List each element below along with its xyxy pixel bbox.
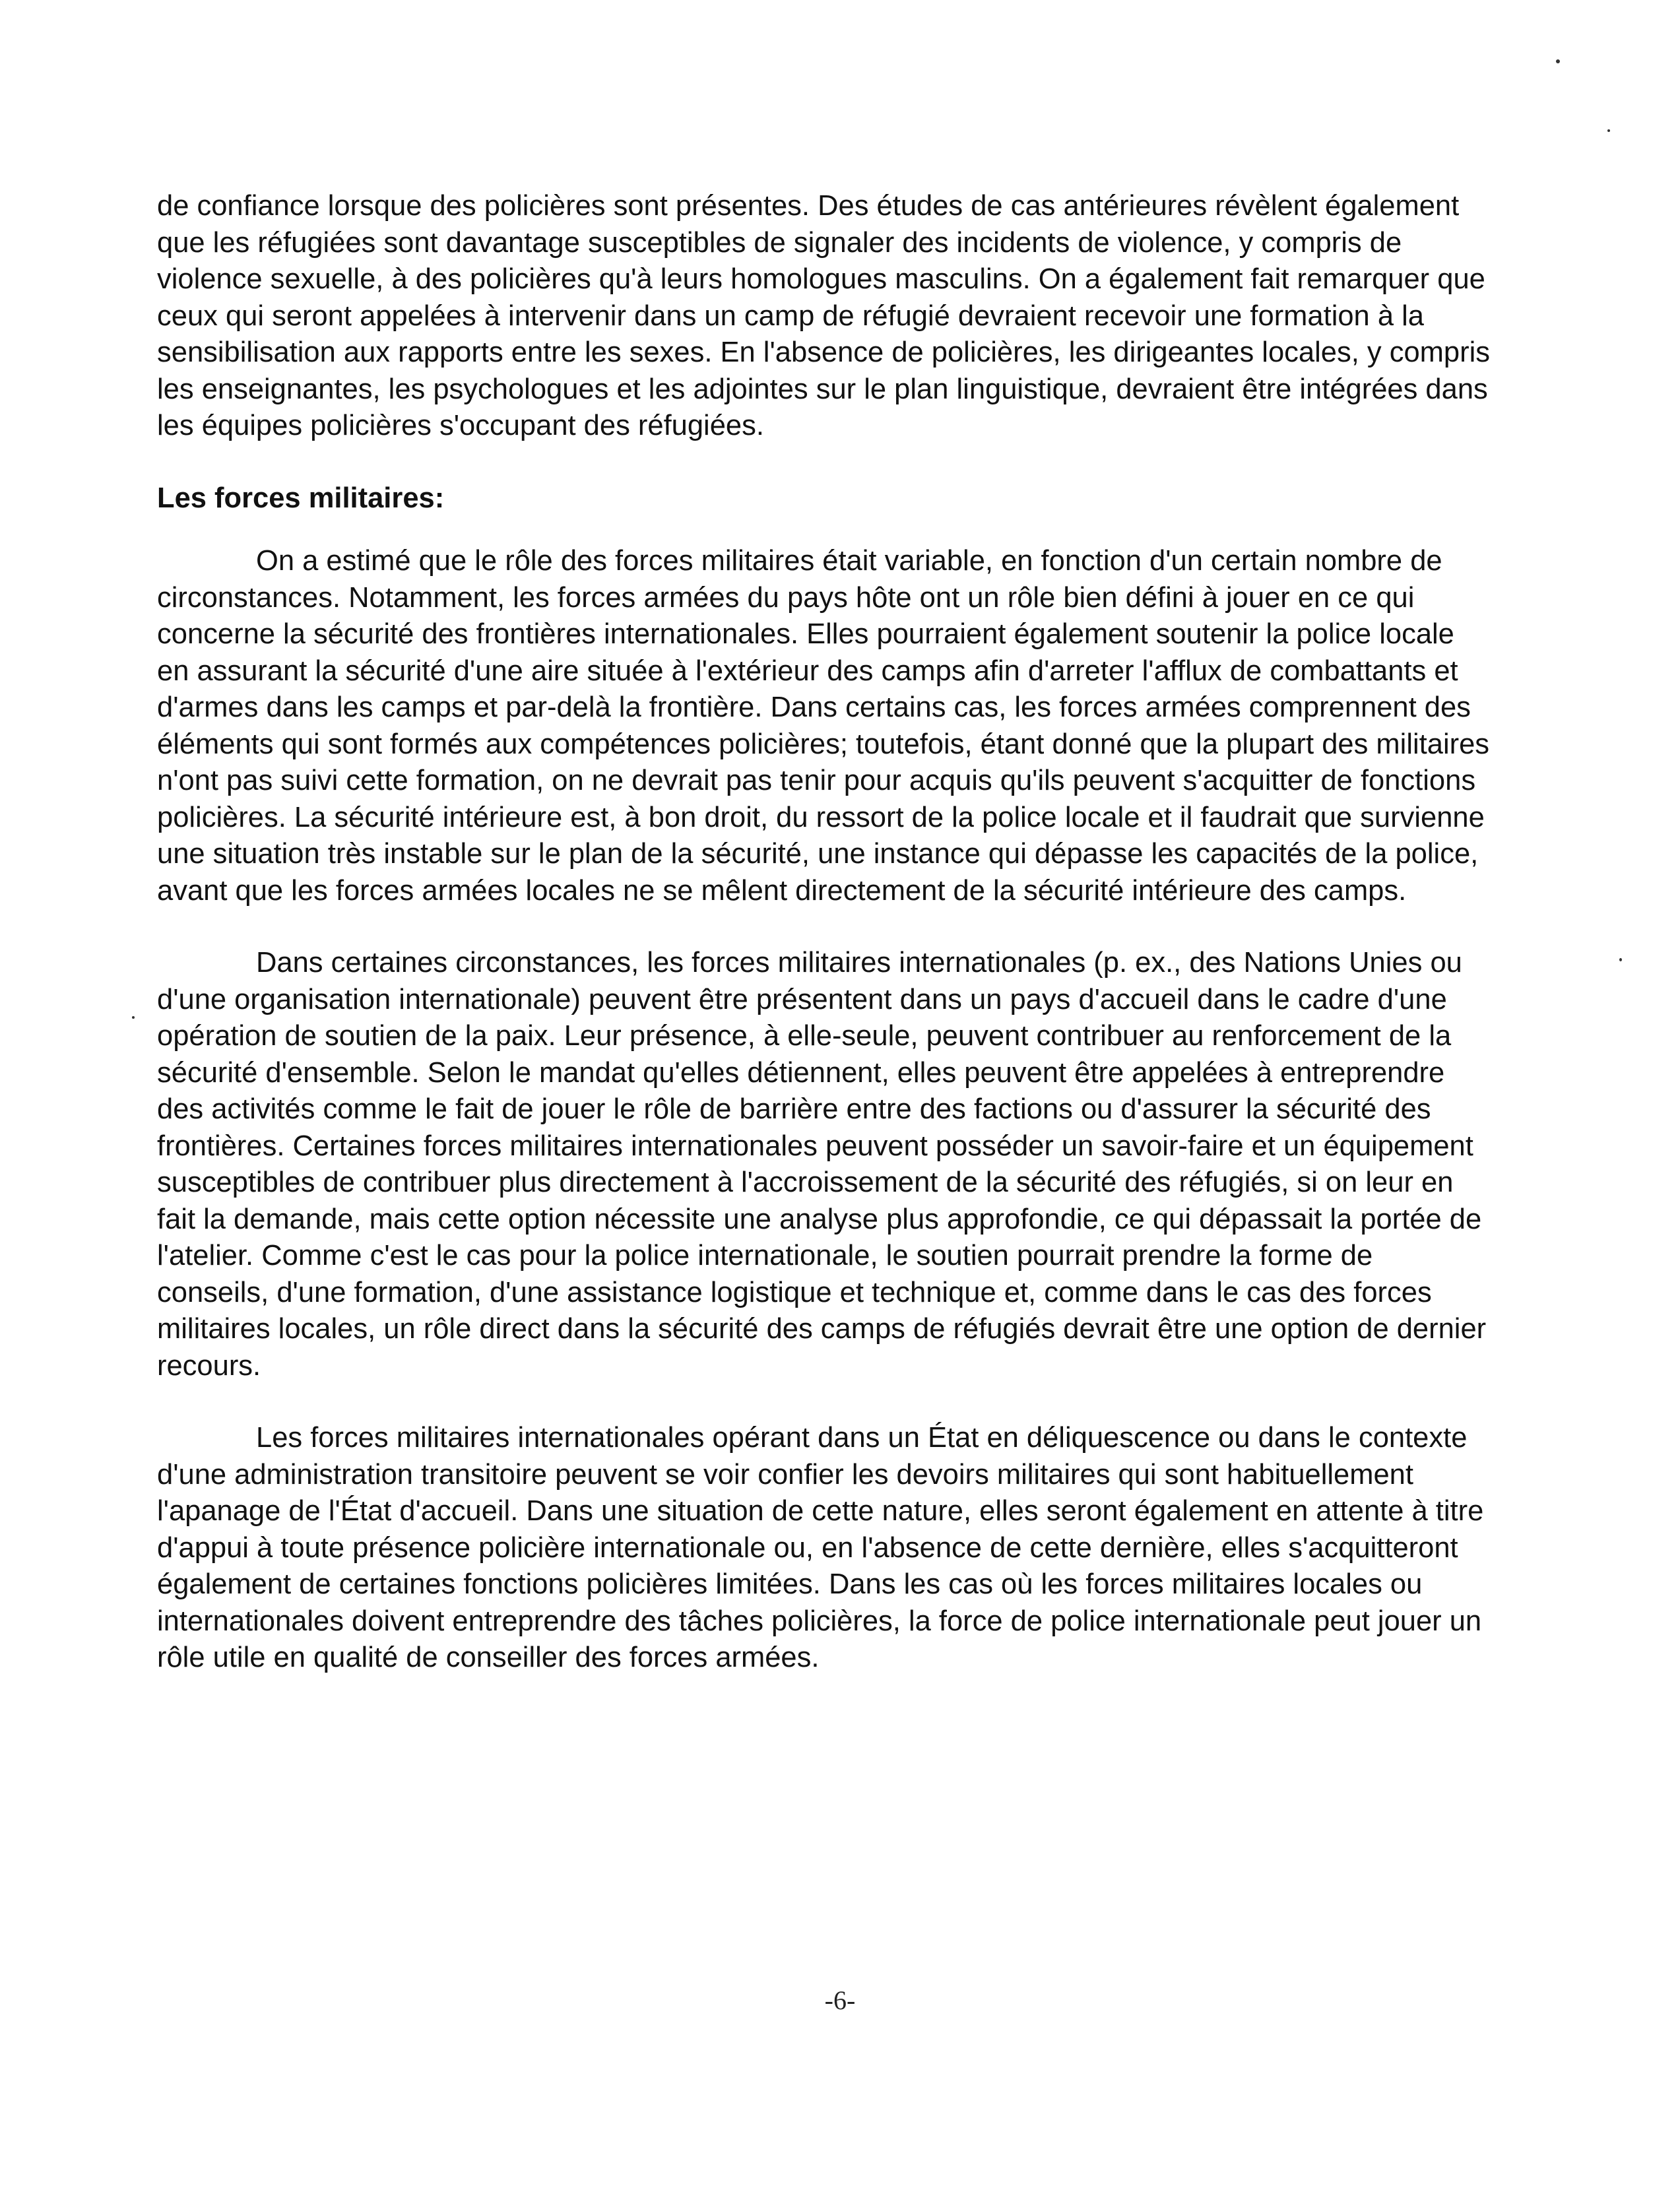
scan-speck bbox=[1619, 958, 1622, 961]
scan-speck bbox=[1607, 129, 1610, 132]
scan-speck bbox=[132, 1016, 135, 1019]
page-body bbox=[157, 188, 1490, 1677]
page-number: -6- bbox=[824, 1985, 856, 2015]
section-heading: Les forces militaires: bbox=[157, 482, 445, 514]
paragraph-failed-state: Les forces militaires internationales opérant dans un État en déliquescence ou dans le contexte d'une administration transitoire peuvent se voir confier les devoirs militaires qui sont habituellement l'apanage de l'État d'accueil. Dans une situation de cette nature, elles seront également en attente à titre d'appui à toute présence policière internationale ou, en l'absence de cette dernière, elles s'acquitteront également de certaines fonctions policières limitées. Dans les cas où les forces militaires locales ou internationales doivent entreprendre des tâches policières, la force de police internationale peut jouer un rôle utile en qualité de conseiller des forces armées. bbox=[157, 1422, 1484, 1673]
paragraph-international-forces: Dans certaines circonstances, les forces militaires internationales (p. ex., des Nations Unies ou d'une organisation internationale) peuvent être présentent dans un pays d'accueil dans le cadre d'une opération de soutien de la paix. Leur présence, à elle-seule, peuvent contribuer au renforcement de la sécurité d'ensemble. Selon le mandat qu'elles détiennent, elles peuvent être appelées à entreprendre des activités comme le fait de jouer le rôle de barrière entre des factions ou d'assurer la sécurité des frontières. Certaines forces militaires internationales peuvent posséder un savoir-faire et un équipement susceptibles de contribuer plus directement à l'accroissement de la sécurité des réfugiés, si on leur en fait la demande, mais cette option nécessite une analyse plus approfondie, ce qui dépassait la portée de l'atelier. Comme c'est le cas pour la police internationale, le soutien pourrait prendre la forme de conseils, d'une formation, d'une assistance logistique et technique et, comme dans le cas des forces militaires locales, un rôle direct dans la sécurité des camps de réfugiés devrait être une option de dernier recours. bbox=[157, 947, 1487, 1382]
paragraph-military-role: On a estimé que le rôle des forces militaires était variable, en fonction d'un certain nombre de circonstances. Notamment, les forces armées du pays hôte ont un rôle bien défini à jouer en ce qui concerne la sécurité des frontières internationales. Elles pourraient également soutenir la police locale en assurant la sécurité d'une aire située à l'extérieur des camps afin d'arreter l'afflux de combattants et d'armes dans les camps et par-delà la frontière. Dans certains cas, les forces armées comprennent des éléments qui sont formés aux compétences policières; toutefois, étant donné que la plupart des militaires n'ont pas suivi cette formation, on ne devrait pas tenir pour acquis qu'ils peuvent s'acquitter de fonctions policières. La sécurité intérieure est, à bon droit, du ressort de la police locale et il faudrait que survienne une situation très instable sur le plan de la sécurité, une instance qui dépasse les capacités de la police, avant que les forces armées locales ne se mêlent directement de la sécurité intérieure des camps. bbox=[157, 545, 1490, 907]
scan-speck bbox=[1556, 59, 1560, 63]
paragraph-intro: de confiance lorsque des policières sont présentes. Des études de cas antérieures révèlent également que les réfugiées sont davantage susceptibles de signaler des incidents de violence, y compris de violence sexuelle, à des policières qu'à leurs homologues masculins. On a également fait remarquer que ceux qui seront appelées à intervenir dans un camp de réfugié devraient recevoir une formation à la sensibilisation aux rapports entre les sexes. En l'absence de policières, les dirigeantes locales, y compris les enseignantes, les psychologues et les adjointes sur le plan linguistique, devraient être intégrées dans les équipes policières s'occupant des réfugiées. bbox=[157, 190, 1490, 441]
